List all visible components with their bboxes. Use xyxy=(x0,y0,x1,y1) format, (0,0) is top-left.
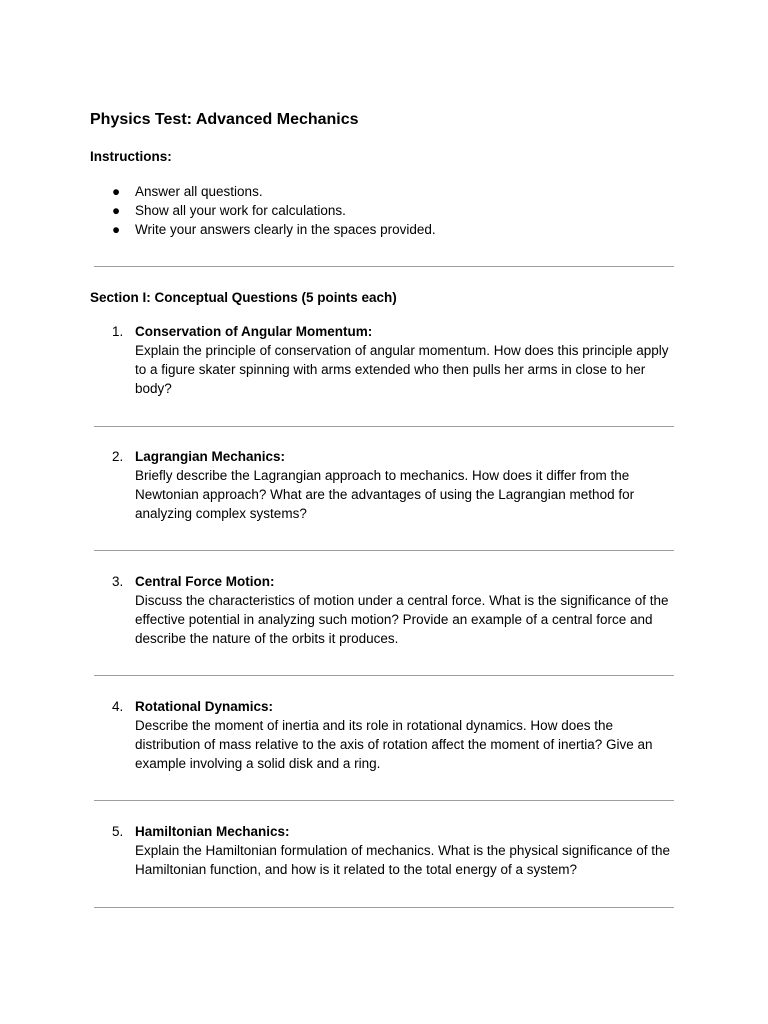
instruction-text: Show all your work for calculations. xyxy=(135,203,346,218)
question-number: 5. xyxy=(112,824,124,839)
question-body: Explain the Hamiltonian formulation of mechanics. What is the physical significance of the Hamiltonian function, and how is it related to the total energy of a system? xyxy=(135,843,671,877)
list-item xyxy=(90,182,436,201)
question-title: Rotational Dynamics: xyxy=(135,699,274,714)
horizontal-divider xyxy=(94,907,674,908)
question-1 xyxy=(90,322,680,398)
question-title: Hamiltonian Mechanics: xyxy=(135,824,290,839)
bullet-icon: ● xyxy=(112,203,121,218)
instructions-list xyxy=(90,182,436,239)
question-5 xyxy=(90,822,680,879)
horizontal-divider xyxy=(94,550,674,551)
question-4 xyxy=(90,697,680,773)
horizontal-divider xyxy=(94,266,674,267)
question-title: Conservation of Angular Momentum: xyxy=(135,324,373,339)
section-heading: Section I: Conceptual Questions (5 points each) xyxy=(90,290,397,305)
question-body: Describe the moment of inertia and its role in rotational dynamics. How does the distribution of mass relative to the axis of rotation affect the moment of inertia? Give an example involving a solid disk and a ring. xyxy=(135,718,653,771)
question-body: Briefly describe the Lagrangian approach to mechanics. How does it differ from the Newtonian approach? What are the advantages of using the Lagrangian method for analyzing complex systems? xyxy=(135,468,635,521)
question-number: 2. xyxy=(112,449,124,464)
question-number: 1. xyxy=(112,324,124,339)
question-body: Discuss the characteristics of motion under a central force. What is the significance of the effective potential in analyzing such motion? Provide an example of a central force and describe the nature of the orbits it produces. xyxy=(135,593,669,646)
instruction-text: Write your answers clearly in the spaces provided. xyxy=(135,222,436,237)
question-number: 3. xyxy=(112,574,124,589)
page-title: Physics Test: Advanced Mechanics xyxy=(90,111,359,128)
horizontal-divider xyxy=(94,426,674,427)
horizontal-divider xyxy=(94,675,674,676)
list-item xyxy=(90,220,436,239)
instruction-text: Answer all questions. xyxy=(135,184,263,199)
bullet-icon: ● xyxy=(112,222,121,237)
question-body: Explain the principle of conservation of angular momentum. How does this principle apply to a figure skater spinning with arms extended who then pulls her arms in close to her body? xyxy=(135,343,669,396)
question-title: Central Force Motion: xyxy=(135,574,275,589)
question-2 xyxy=(90,447,680,523)
bullet-icon: ● xyxy=(112,184,121,199)
horizontal-divider xyxy=(94,800,674,801)
list-item xyxy=(90,201,436,220)
question-title: Lagrangian Mechanics: xyxy=(135,449,286,464)
question-number: 4. xyxy=(112,699,124,714)
instructions-heading: Instructions: xyxy=(90,149,172,164)
question-3 xyxy=(90,572,680,648)
